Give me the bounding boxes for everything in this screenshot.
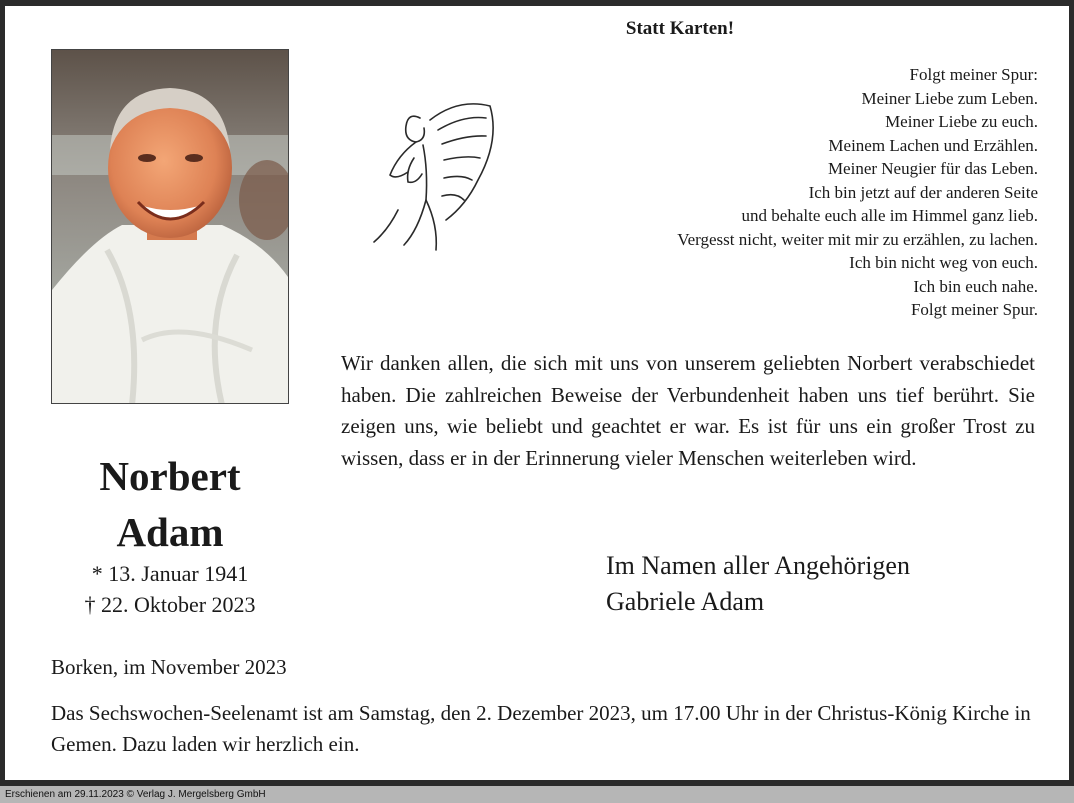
- poem-line: Folgt meiner Spur.: [910, 300, 1038, 319]
- poem-line: Folgt meiner Spur:: [909, 65, 1038, 84]
- poem-line: Ich bin jetzt auf der anderen Seite: [808, 182, 1038, 202]
- poem-line: Meinem Lachen und Erzählen.: [828, 135, 1038, 155]
- heading: Statt Karten!: [625, 18, 735, 39]
- poem: [478, 63, 1038, 322]
- portrait-photo: [51, 49, 289, 404]
- thanks-text: Wir danken allen, die sich mit uns von unserem geliebten Norbert verabschiedet haben. Die zahlreichen Beweise der Verbundenheit haben uns tief berührt. Sie zeigen uns, wie beliebt und geachtet er war. Es ist für uns ein großer Trost zu wissen, dass er in der Erinnerung vieler Menschen weiterleben wird.: [341, 351, 1035, 470]
- poem-line: Vergesst nicht, weiter mit mir zu erzählen, zu lachen.: [677, 229, 1038, 249]
- signature-line-2: Gabriele Adam: [606, 587, 765, 616]
- poem-line: Ich bin euch nahe.: [913, 276, 1038, 296]
- poem-line: Ich bin nicht weg von euch.: [849, 253, 1038, 272]
- poem-line: und behalte euch alle im Himmel ganz lieb.: [741, 206, 1038, 225]
- footer-text: Erschienen am 29.11.2023 © Verlag J. Mergelsberg GmbH: [5, 789, 266, 800]
- place-date: Borken, im November 2023: [51, 655, 287, 679]
- signature: [606, 548, 1036, 620]
- poem-line: Meiner Liebe zu euch.: [885, 112, 1038, 131]
- poem-line: Meiner Neugier für das Leben.: [827, 159, 1038, 178]
- life-dates: [40, 558, 300, 620]
- signature-line-1: Im Namen aller Angehörigen: [606, 551, 910, 580]
- death-date: † 22. Oktober 2023: [84, 592, 256, 617]
- first-name: Norbert: [99, 453, 241, 499]
- poem-line: Meiner Liebe zum Leben.: [861, 88, 1038, 108]
- birth-date: * 13. Januar 1941: [91, 561, 249, 586]
- last-name: Adam: [116, 509, 224, 555]
- announcement: Das Sechswochen-Seelenamt ist am Samstag, den 2. Dezember 2023, um 17.00 Uhr in der Christus-König Kirche in Gemen. Dazu laden wir herzlich ein.: [51, 701, 1031, 756]
- footer-bar: [0, 786, 1074, 803]
- deceased-name: [40, 448, 300, 560]
